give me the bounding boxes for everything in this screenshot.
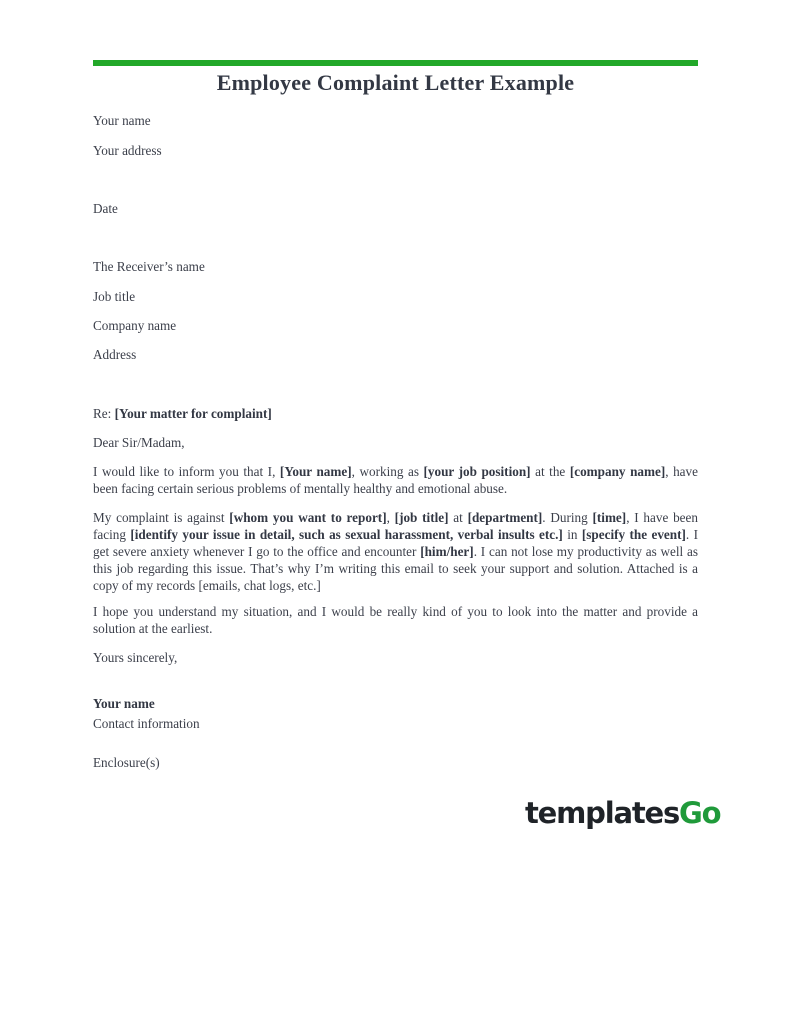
placeholder-text: [company name] [569, 464, 666, 479]
body-text: , I have been facing [93, 510, 698, 542]
signature-name-text: Your name [93, 696, 155, 711]
sender-address: Your address [93, 143, 162, 158]
body-text: , [386, 510, 395, 525]
receiver-address: Address [93, 347, 137, 362]
placeholder-text: [him/her] [420, 544, 474, 559]
subject-label: Re: [93, 406, 115, 421]
receiver-job-title: Job title [93, 289, 136, 304]
placeholder-text: [Your name] [279, 464, 352, 479]
placeholder-text: [your job position] [423, 464, 531, 479]
placeholder-text: [department] [467, 510, 543, 525]
subject-matter: [Your matter for complaint] [114, 406, 272, 421]
body-text: , working as [351, 464, 424, 479]
body-text: at the [530, 464, 570, 479]
templatesgo-logo [525, 796, 720, 830]
body-text: . During [542, 510, 593, 525]
subject-line [93, 405, 272, 422]
signature-name [93, 695, 155, 712]
paragraph-1 [93, 463, 698, 497]
placeholder-text: [identify your issue in detail, such as sexual harassment, verbal insults etc.] [130, 527, 563, 542]
placeholder-text: [whom you want to report] [229, 510, 387, 525]
closing: Yours sincerely, [93, 650, 178, 665]
receiver-company: Company name [93, 318, 177, 333]
body-text: I would like to inform you that I, [93, 464, 280, 479]
placeholder-text: [job title] [394, 510, 449, 525]
paragraph-3: I hope you understand my situation, and I would be really kind of you to look into the matter and provide a solution at the earliest. [93, 604, 698, 636]
logo-text-go: Go [679, 796, 721, 830]
placeholder-text: [time] [592, 510, 627, 525]
placeholder-text: [specify the event] [581, 527, 686, 542]
salutation: Dear Sir/Madam, [93, 435, 185, 450]
header-accent-bar [93, 60, 698, 66]
body-text: , have been facing certain serious problems of mentally healthy and emotional abuse. [93, 464, 698, 496]
paragraph-2 [93, 509, 698, 594]
sender-name: Your name [93, 113, 151, 128]
document-title: Employee Complaint Letter Example [216, 70, 575, 95]
body-text: in [562, 527, 582, 542]
body-text: My complaint is against [93, 510, 230, 525]
body-text: . I get severe anxiety whenever I go to the office and encounter [93, 527, 698, 559]
enclosure: Enclosure(s) [93, 755, 160, 770]
receiver-name: The Receiver’s name [93, 259, 205, 274]
body-text: at [448, 510, 468, 525]
signature-contact: Contact information [93, 716, 200, 731]
letter-date: Date [93, 201, 118, 216]
body-text: . I can not lose my productivity as well as this job regarding this issue. That’s why I’m writing this email to seek your support and solution. Attached is a copy of my records [emails, chat logs, etc.] [93, 544, 698, 593]
logo-text-templates: templates [525, 796, 680, 830]
